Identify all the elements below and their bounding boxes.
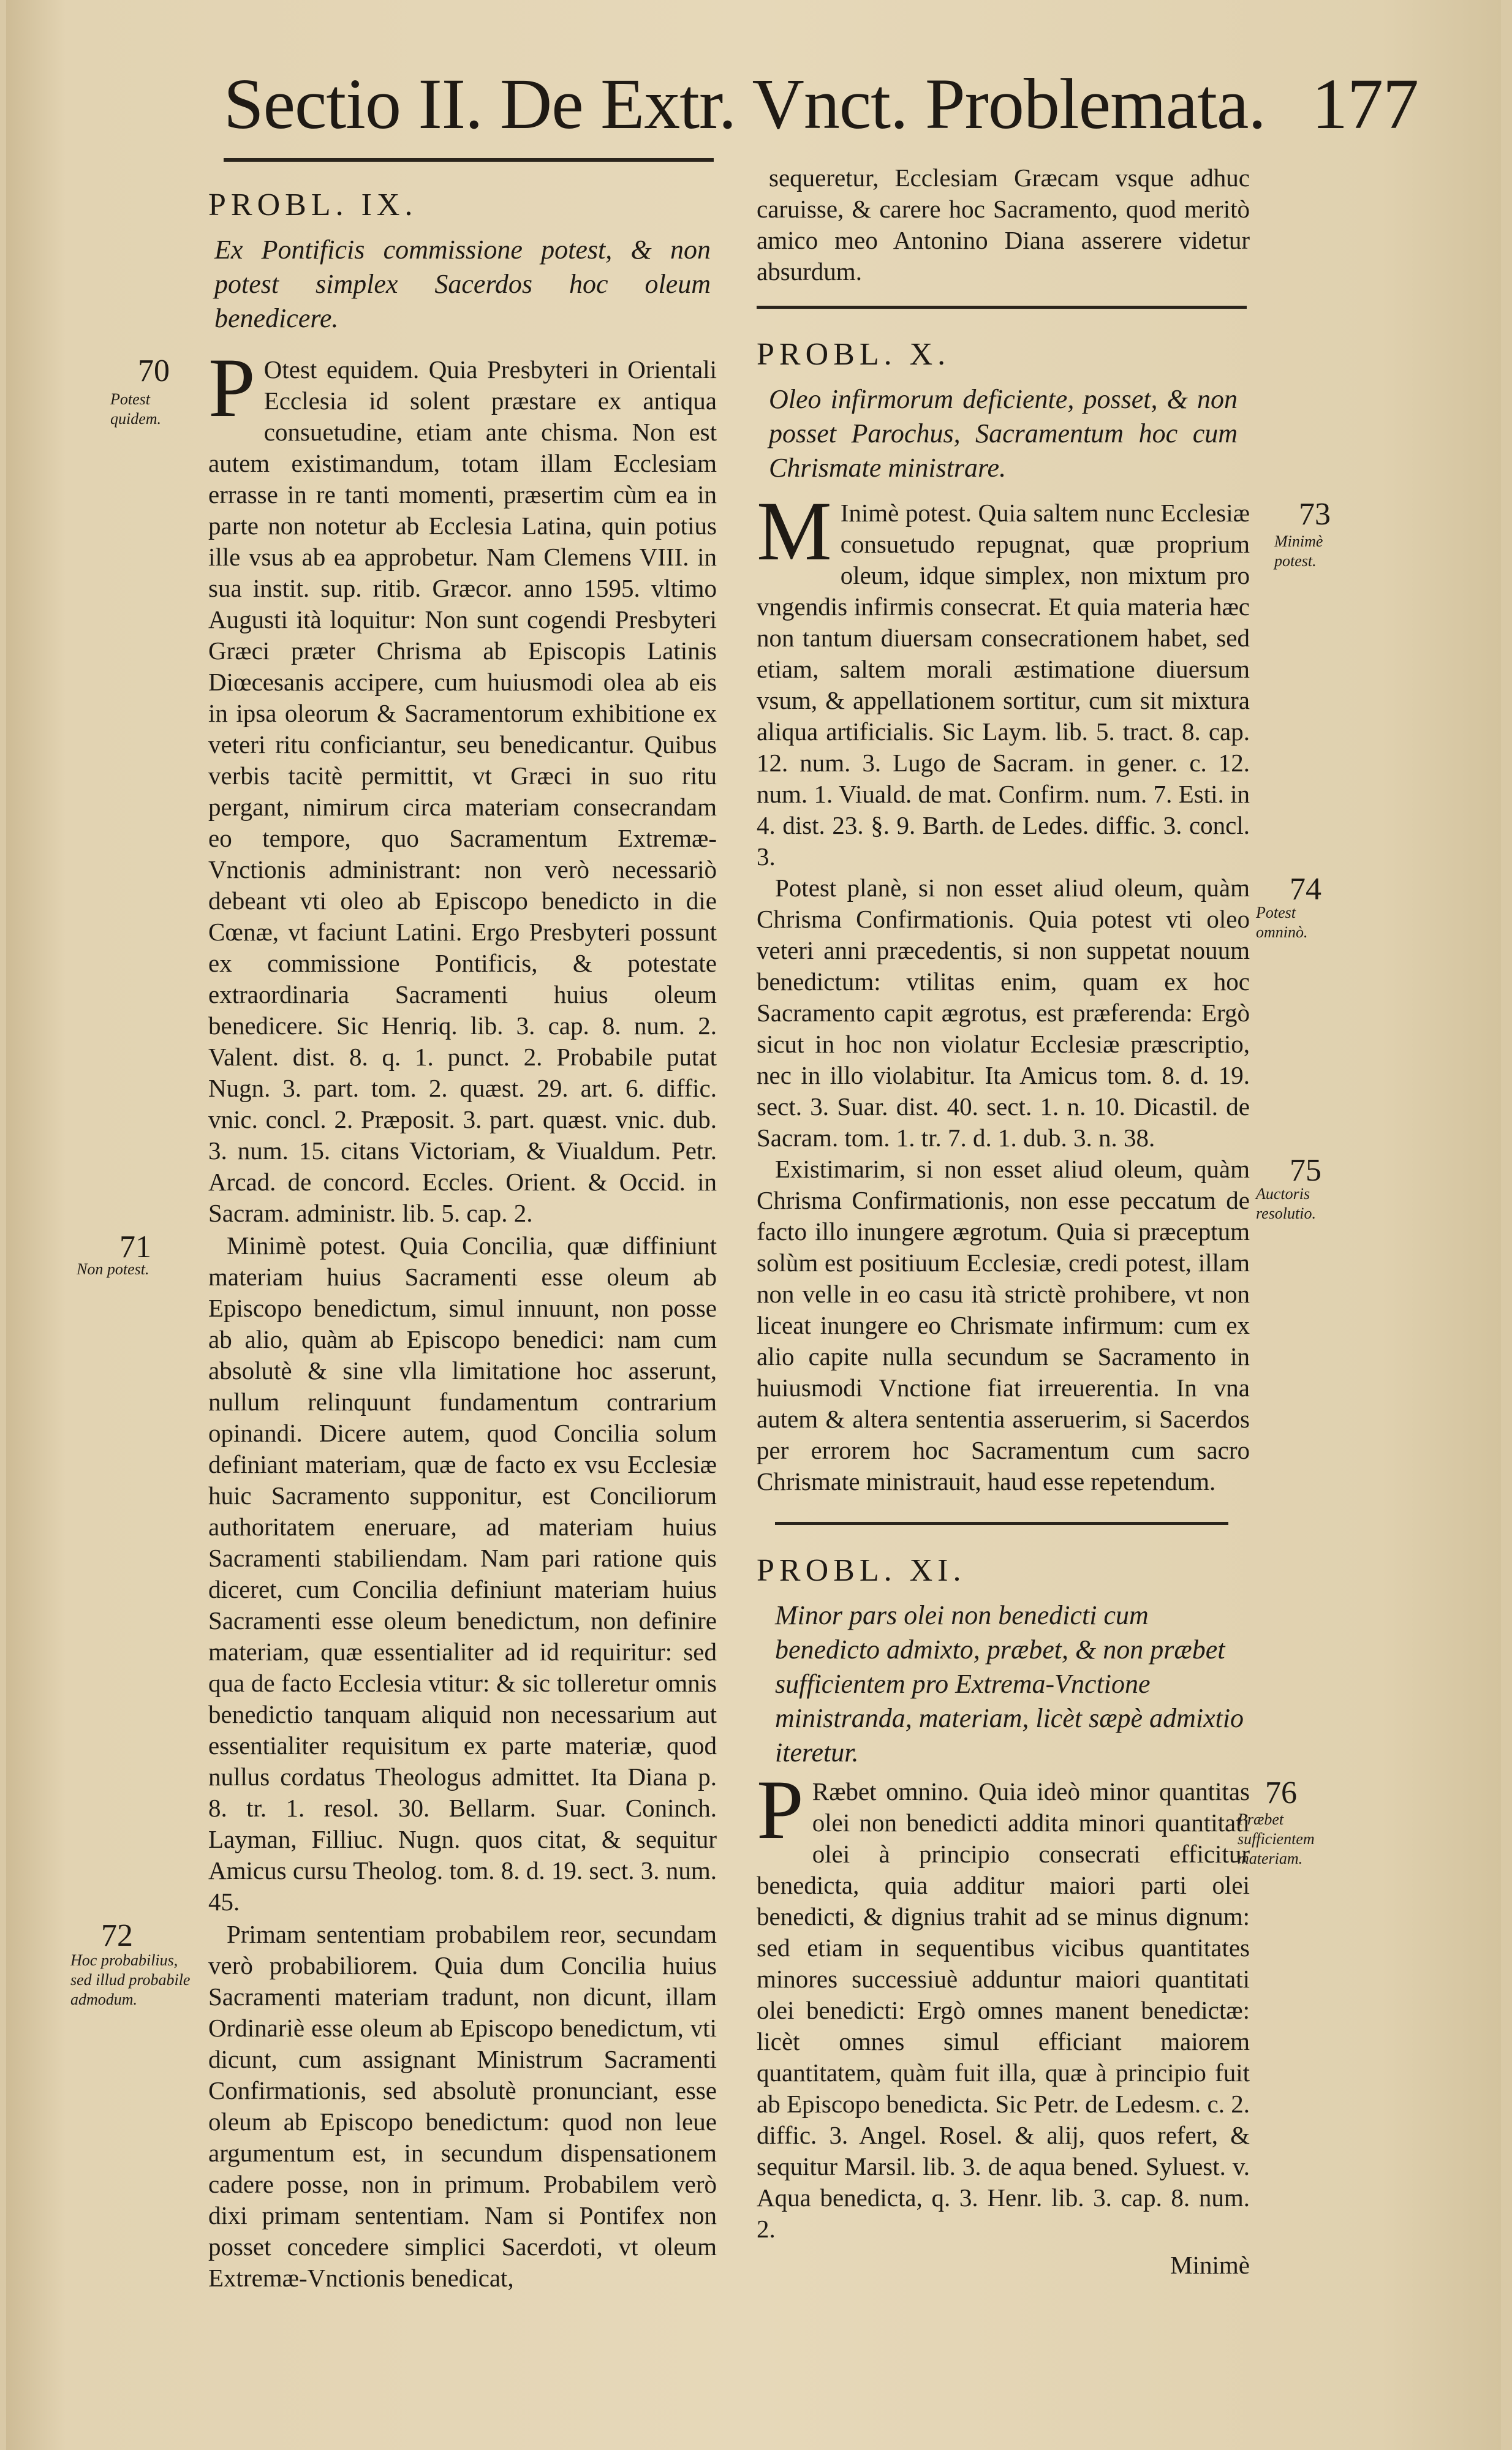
margin-note-70: Potest quidem. — [110, 390, 162, 428]
margin-number-71: 71 — [119, 1230, 151, 1265]
page-number: 177 — [1312, 64, 1418, 144]
section-75 — [757, 1153, 1321, 1497]
drop-cap-p2: P — [757, 1763, 804, 1856]
section-75-text: Existimarim, si non esset aliud oleum, quàm Chrisma Confirmationis, non esse peccatum de facto illo inungere ægrotum. Quia si præceptum solùm est positiuum Ecclesiæ, credi potest, illam non velle in eo casu ità strictè prohibere, vt non liceat inungere eo Chrismate infirmum: cum ex alio capite nulla secundum se Sacramento in huiusmodi Vnctione fiat irreuerentia. In vna autem & altera sententia asseruerim, si Sacerdos per errorem hoc Sacramentum cum sacro Chrismate ministrauit, haud esse repetendum. — [757, 1155, 1250, 1495]
continuation-text: sequeretur, Ecclesiam Græcam vsque adhuc caruisse, & carere hoc Sacramento, quod meritò amico meo Antonino Diana asserere videtur absurdum. — [757, 164, 1250, 285]
margin-number-75: 75 — [1290, 1153, 1321, 1188]
margin-number-73: 73 — [1299, 497, 1331, 532]
section-72-text: Primam sententiam probabilem reor, secundam verò probabiliorem. Quia dum Concilia huius Sacramenti materiam tradunt, non dicunt, illam Ordinariè esse oleum ab Episcopo benedictum, vti dicunt, cum assignant Ministrum Sacramenti Confirmationis, sed absolutè pronunciant, esse oleum ab Episcopo benedictum: quod non leue argumentum est, in secundum dispensationem cadere posse, non in primum. Probabilem verò dixi primam sententiam. Nam si Pontifex non posset concedere simplici Sacerdoti, vt oleum Extremæ-Vnctionis benedicat, — [208, 1920, 717, 2292]
probl-x-title: Oleo infirmorum deficiente, posset, & non posset Parochus, Sacramentum hoc cum Chrismate ministrare. — [769, 384, 1238, 483]
probl-x-label: PROBL. X. — [757, 337, 951, 372]
section-76-text: P Ræbet omnino. Quia ideò minor quantitas olei non benedicti addita minori quantitati olei à principio consecrati efficitur benedicta, quia additur maiori parti olei benedicti, & dignius trahit ad se minus dignum: sed etiam in sequentibus vicibus quantitates minores successiuè adduntur maiori quantitati olei benedicti: Ergò omnes manent benedictæ: licèt omnes simul efficiant maiorem quantitatem, quàm fuit illa, quæ à principio fuit ab Episcopo benedicta. Sic Petr. de Ledesm. c. 2. diffic. 3. Angel. Rosel. & alij, quos refert, & sequitur Marsil. lib. 3. de aqua bened. Syluest. v. Aqua benedicta, q. 3. Henr. lib. 3. cap. 8. num. 2. — [757, 1763, 1250, 2243]
header-title: Sectio II. De Extr. Vnct. Problemata. — [224, 64, 1266, 144]
section-74 — [757, 872, 1321, 1154]
margin-number-74: 74 — [1290, 872, 1321, 907]
margin-note-71: Non potest. — [77, 1260, 149, 1278]
divider-x — [757, 306, 1247, 309]
right-column — [757, 162, 1331, 2281]
section-71 — [77, 1230, 717, 1918]
section-73 — [757, 484, 1331, 872]
margin-note-72: Hoc probabilius, sed illud probabile admodum. — [70, 1951, 191, 2008]
section-73-text: M Inimè potest. Quia saltem nunc Ecclesiæ consuetudo repugnat, quæ proprium oleum, idque simplex, non mixtum pro vngendis infirmis consecrat. Et quia materia hæc non tantum diuersam consecrationem habet, sed etiam, saltem morali æstimatione diuersum vsum, & appellationem sortitur, cum sit mixtura aliqua artificialis. Sic Laym. lib. 5. tract. 8. cap. 12. num. 3. Lugo de Sacram. in gener. c. 12. num. 1. Viuald. de mat. Confirm. num. 7. Esti. in 4. dist. 23. §. 9. Barth. de Ledes. diffic. 3. concl. 3. — [757, 484, 1250, 871]
margin-note-73: Minimè potest. — [1274, 532, 1323, 570]
probl-ix-label: PROBL. IX. — [208, 187, 418, 222]
header-rule — [224, 158, 714, 162]
drop-cap-p: P — [208, 341, 255, 434]
section-76 — [757, 1763, 1315, 2245]
probl-ix-title: Ex Pontificis commissione potest, & non potest simplex Sacerdos hoc oleum benedicere. — [214, 235, 711, 333]
margin-note-76: Præbet sufficientem materiam. — [1238, 1810, 1315, 1867]
section-74-text: Potest planè, si non esset aliud oleum, quàm Chrisma Confirmationis. Quia potest vti oleo veteri anni præcedentis, si non suppetat nouum benedictum: vtilitas enim, quam ex hoc Sacramento capit ægrotus, est præferenda: Ergò sicut in hoc non violatur Ecclesiæ præscriptio, nec in illo violabitur. Ita Amicus tom. 8. d. 19. sect. 3. Suar. dist. 40. sect. 1. n. 10. Dicastil. de Sacram. tom. 1. tr. 7. d. 1. dub. 3. n. 38. — [757, 874, 1250, 1152]
margin-note-75: Auctoris resolutio. — [1256, 1185, 1316, 1222]
probl-xi-label: PROBL. XI. — [757, 1553, 966, 1588]
section-70-text: P Otest equidem. Quia Presbyteri in Orientali Ecclesia id solent præstare ex antiqua consuetudine, etiam ante chisma. Non est autem existimandum, totam illam Ecclesiam errasse in re tanti momenti, præsertim cùm ea in parte non notetur ab Ecclesia Latina, quin potius ille vsus ab ea approbetur. Nam Clemens VIII. in sua instit. sup. ritib. Græcor. anno 1595. vltimo Augusti ità loquitur: Non sunt cogendi Presbyteri Græci præter Chrisma ab Episcopis Latinis Diœcesanis accipere, cum huiusmodi olea ab eis in ipsa oleorum & Sacramentorum exhibitione ex veteri ritu conficiantur, seu benedicantur. Quibus verbis tacitè permittit, vt Græci in suo ritu pergant, nimirum circa materiam consecrandam eo tempore, quo Sacramentum Extremæ-Vnctionis administrant: non verò necessariò debeant vti oleo ab Episcopo benedicto in die Cœnæ, vt faciunt Latini. Ergo Presbyteri possunt ex commissione Pontificis, & potestate extraordinaria Sacramenti huius oleum benedicere. Sic Henriq. lib. 3. cap. 8. num. 2. Valent. dist. 8. q. 1. punct. 2. Probabile putat Nugn. 3. part. tom. 2. quæst. 29. art. 6. diffic. vnic. concl. 2. Præposit. 3. part. quæst. vnic. dub. 3. num. 15. citans Victoriam, & Viualdum. Petr. Arcad. de concord. Eccles. Orient. & Occid. in Sacram. administr. lib. 5. cap. 2. — [208, 341, 717, 1227]
section-71-text: Minimè potest. Quia Concilia, quæ diffiniunt materiam huius Sacramenti esse oleum ab Episcopo benedictum, simul innuunt, non posse ab alio, quàm ab Episcopo benedici: nam cum absolutè & sine vlla limitatione hoc asserunt, nullum relinquunt fundamentum contrarium opinandi. Dicere autem, quod Concilia solum definiant materiam, quæ de facto ex vsu Ecclesiæ huic Sacramento supponitur, est Conciliorum authoritatem eneruare, ad materiam huius Sacramenti stabiliendam. Nam pari ratione quis diceret, cum Concilia definiunt materiam huius Sacramenti esse oleum benedictum, non definire materiam, quæ essentialiter ad id requiritur: sed qua de facto Ecclesia vtitur: & sic tolleretur omnis benedictio tanquam aliquid non necessarium aut essentialiter requisitum ex parte materiæ, quod nullus cordatus Theologus admittet. Ita Diana p. 8. tr. 1. resol. 30. Bellarm. Suar. Coninch. Layman, Filliuc. Nugn. quos citat, & sequitur Amicus cursu Theolog. tom. 8. d. 19. sect. 3. num. 45. — [208, 1231, 717, 1916]
catchword: Minimè — [1170, 2251, 1250, 2279]
drop-cap-m: M — [757, 484, 832, 578]
running-header — [224, 55, 1418, 153]
margin-number-76: 76 — [1265, 1775, 1297, 1810]
margin-note-74: Potest omninò. — [1256, 904, 1308, 941]
probl-xi-title: Minor pars olei non benedicti cum benedicto admixto, præbet, & non præbet sufficientem pro Extrema-Vnctione ministranda, materiam, licèt sæpè admixtio iteretur. — [775, 1600, 1244, 1768]
left-column — [70, 178, 717, 2294]
margin-number-70: 70 — [138, 354, 170, 388]
section-72 — [70, 1918, 717, 2294]
divider-xi — [775, 1522, 1228, 1525]
section-70 — [110, 341, 717, 1229]
margin-number-72: 72 — [101, 1918, 133, 1953]
